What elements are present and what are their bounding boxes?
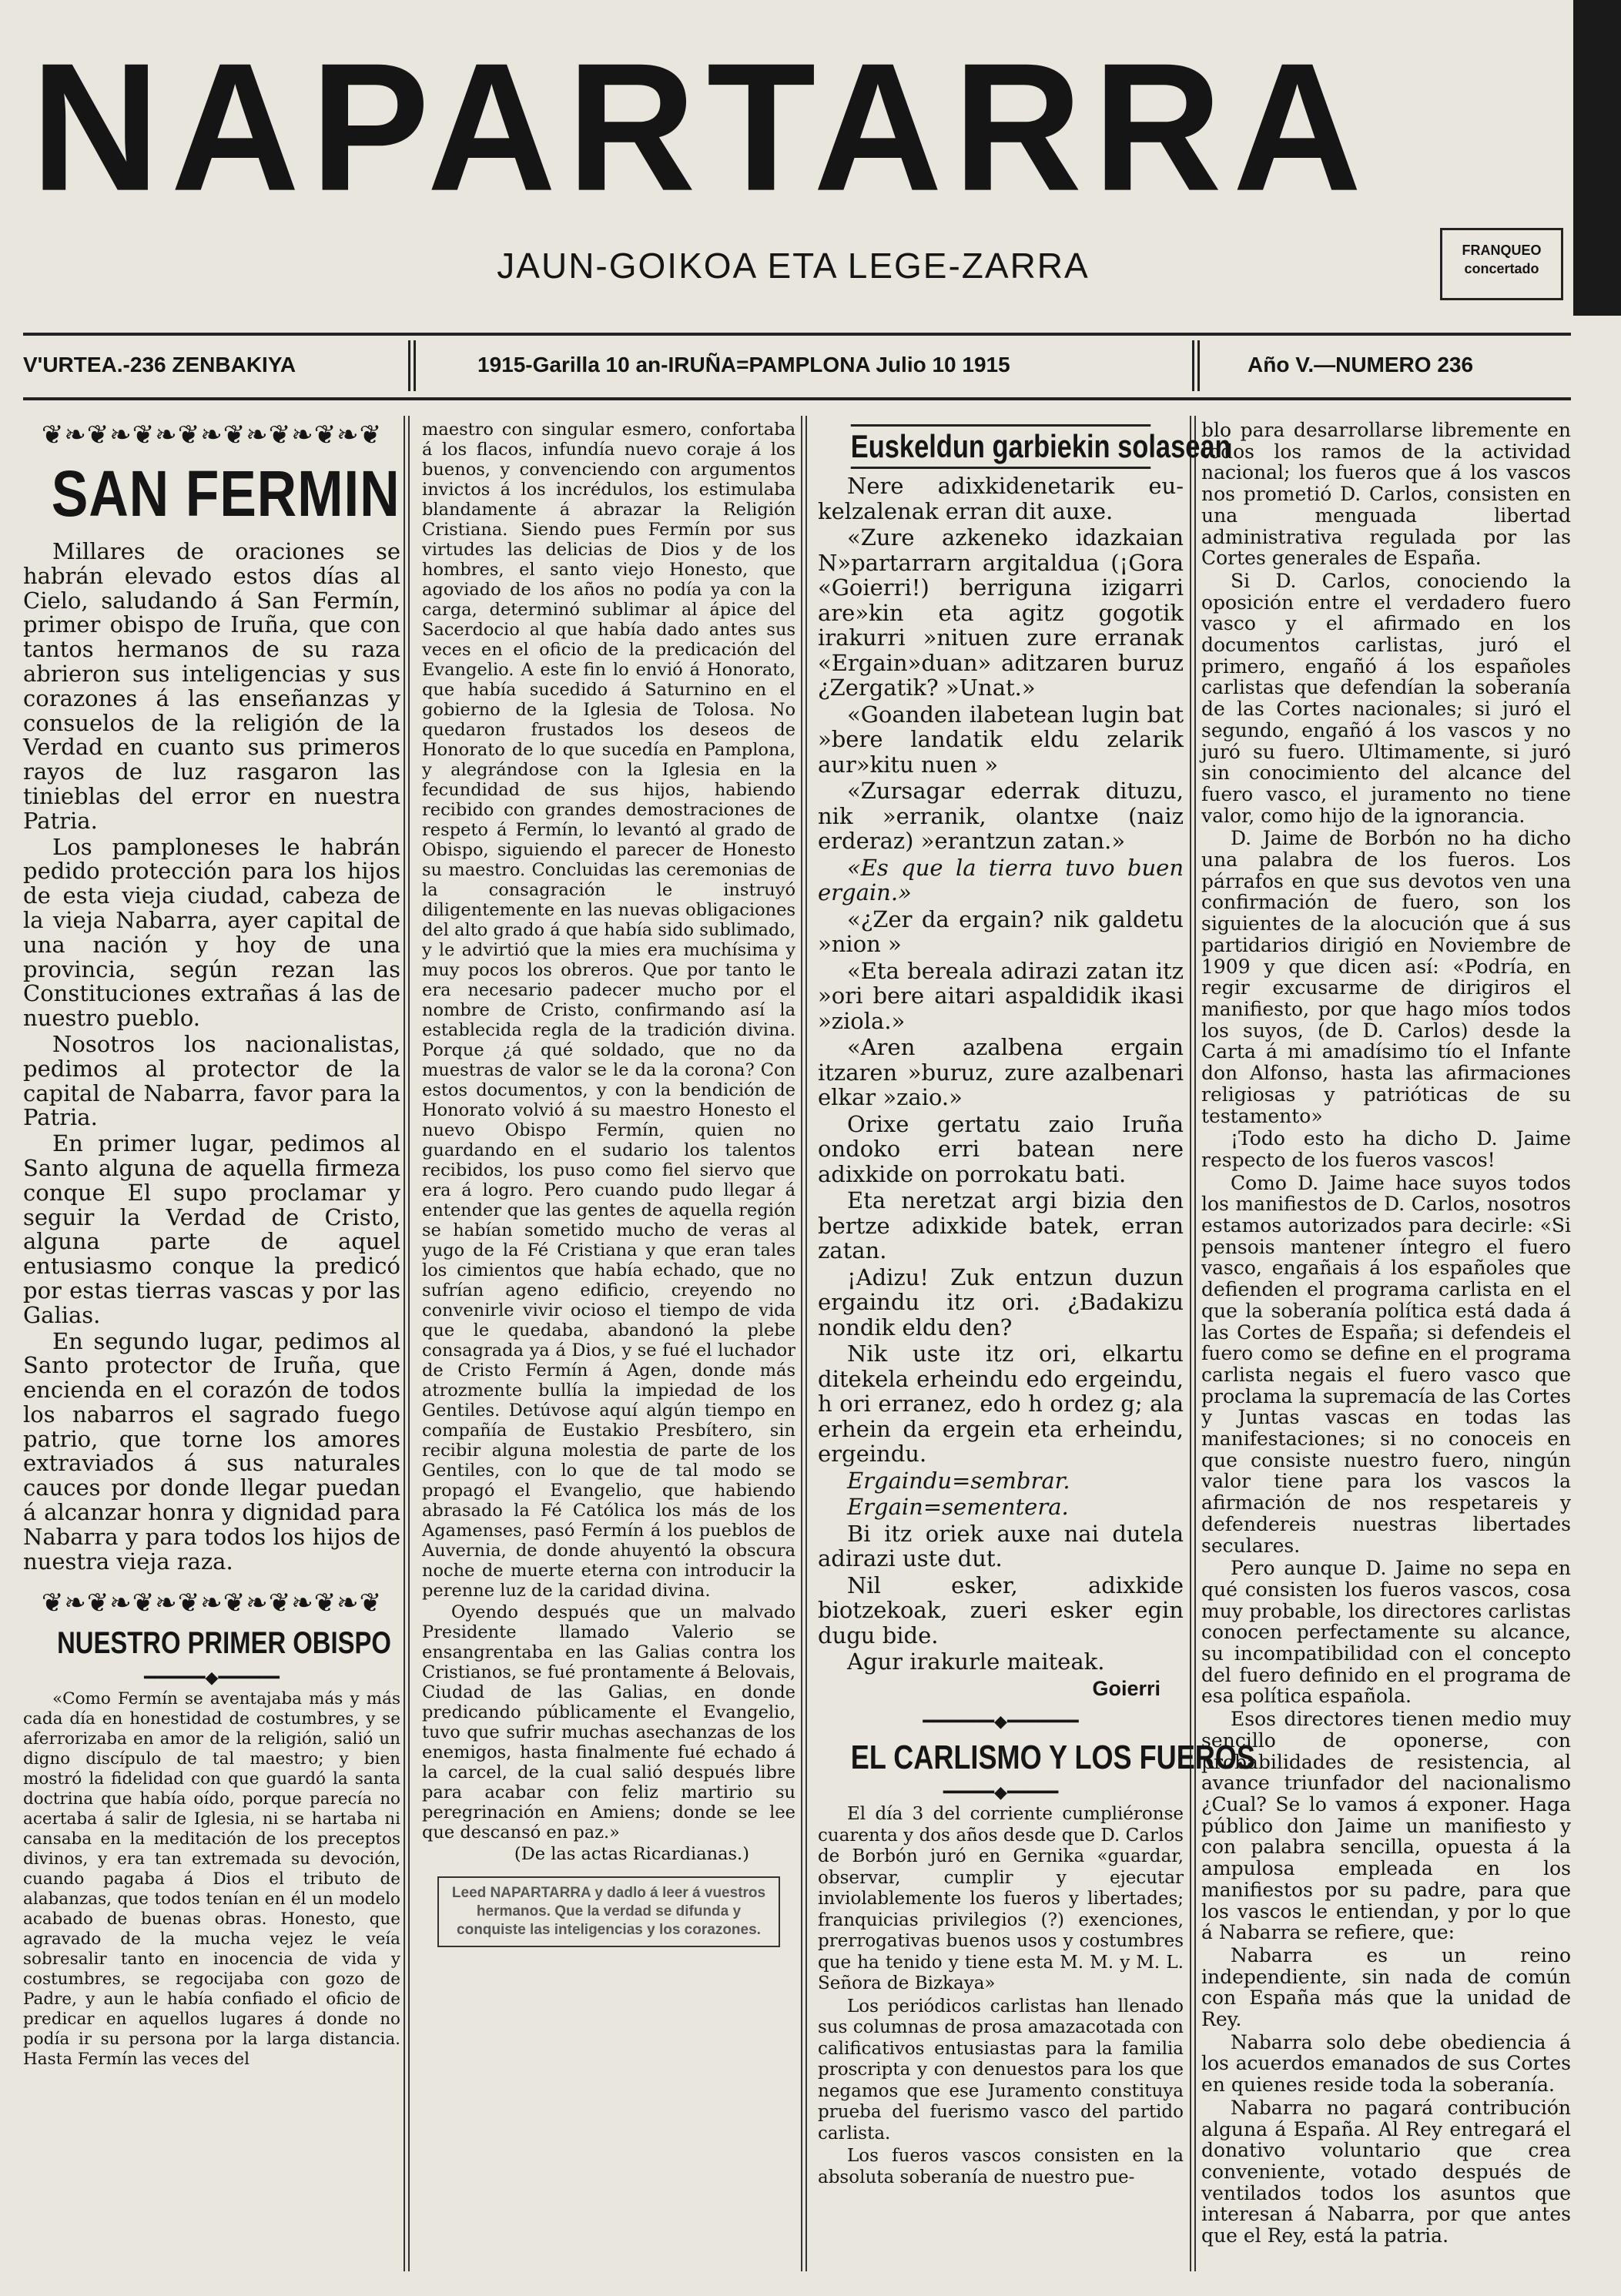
article-paragraph: Si D. Carlos, conociendo la oposición entre el verdadero fuero vasco y el afirmado en los documentos carlistas, juró el primero, engañó á los españoles carlistas que defendían la soberanía de las Cortes nacionales; si juró el segundo, engañó á los vascos y no juró su fuero. Ultimamente, si juró sin conocimiento del alcance del fuero vasco, el juramento no tiene valor, como hijo de la ignorancia. bbox=[1201, 569, 1571, 827]
masthead-title: NAPARTARRA bbox=[31, 25, 1373, 229]
article-paragraph: Los fueros vascos consisten en la absoluta soberanía de nuestro pue- bbox=[818, 2146, 1184, 2187]
article-paragraph: En segundo lugar, pedimos al Santo protector de Iruña, que encienda en el corazón de todos los nabarros el sagrado fuego patrio, que torne los amores extraviados á sus naturales cauces por donde llegar puedan á alcanzar honra y dignidad para Nabarra y para todos los hijos de nuestra vieja raza. bbox=[23, 1327, 400, 1575]
column-1 bbox=[23, 420, 400, 2268]
franqueo-line2: concertado bbox=[1464, 261, 1539, 276]
article-title-primer-obispo: NUESTRO PRIMER OBISPO bbox=[57, 1626, 391, 1661]
column-rule bbox=[801, 416, 807, 2271]
article-paragraph: D. Jaime de Borbón no ha dicho una palabra de los fueros. Los párrafos en que sus devotos ven una confirmación de fuero, son los siguientes de la alocución que á sus partidarios dirigió en Noviembre de 1909 y que dicen así: «Podría, en regir excusarme de dirigiros el manifiesto, por que hago míos todos los suyos, (de D. Carlos) desde la Carta á mi amadísimo tío el Infante don Alfonso, hasta las afirmaciones religiosas y patrióticas de su testamento» bbox=[1201, 827, 1571, 1127]
article-paragraph: Ergain=sementera. bbox=[847, 1494, 1069, 1520]
issue-date-place: 1915-Garilla 10 an-IRUÑA=PAMPLONA Julio 10 1915 bbox=[477, 353, 1010, 377]
short-rule: ━━━━━━━◆━━━━━━━ bbox=[923, 1712, 1079, 1732]
article-paragraph: Bi itz oriek auxe nai dutela adirazi uste dut. bbox=[818, 1520, 1184, 1571]
column-4 bbox=[1201, 420, 1571, 2268]
article-paragraph: Los pamploneses le habrán pedido protección para los hijos de esta vieja ciudad, cabeza de la vieja Nabarra, ayer capital de una nación y hoy de una provincia, según rezan las Constituciones extrañas á las de nuestro pueblo. bbox=[23, 833, 400, 1032]
masthead bbox=[31, 15, 1563, 229]
article-paragraph: Eta neretzat argi bizia den bertze adixkide batek, erran zatan. bbox=[818, 1187, 1184, 1263]
article-citation: (De las actas Ricardianas.) bbox=[514, 1844, 749, 1864]
issue-info-bar bbox=[23, 333, 1571, 400]
article-paragraph: En primer lugar, pedimos al Santo alguna de aquella firmeza conque El supo proclamar y seguir la Verdad de Cristo, alguna parte de aquel entusiasmo conque la predicó por estas tierras vascas y por las Galias. bbox=[23, 1130, 400, 1328]
article-paragraph: Orixe gertatu zaio Iruña ondoko erri batean nere adixkide on porrokatu bati. bbox=[818, 1110, 1184, 1187]
article-paragraph: «Zure azkeneko idazkaian N»partarrarn argitaldua (¡Gora «Goierri!) berriguna izigarri are»kin eta agitz gogotik irakurri »nituen zure erranak «Ergain»duan» aditzaren buruz ¿Zergatik? »Unat.» bbox=[818, 524, 1184, 701]
article-paragraph: Oyendo después que un malvado Presidente llamado Valerio se ensangrentaba en las Galias contra los Cristianos, se fué prontamente á Belovais, Ciudad de las Galias, en donde predicando públicamente el Evangelio, tuvo que sufrir muchas asechanzas de los enemigos, hasta finalmente fué echado á la carcel, de la cual salió después libre para acabar con feliz martirio su peregrinación en Amiens; donde se lee que descansó en paz.» bbox=[422, 1602, 795, 1842]
article-paragraph: «Es que la tierra tuvo buen ergain.» bbox=[818, 854, 1184, 905]
article-paragraph: Ergaindu=sembrar. bbox=[847, 1467, 1070, 1494]
article-paragraph: Nabarra no pagará contribución alguna á España. Al Rey entregará el donativo voluntario que crea conveniente, votado después de ventilados todos los asuntos que interesan á Nabarra, por que antes que el Rey, está la patria. bbox=[1201, 2096, 1571, 2247]
article-title-euskeldun: Euskeldun garbiekin solasean bbox=[851, 424, 1151, 469]
short-rule: ━━━━━◆━━━━━ bbox=[943, 1783, 1059, 1802]
article-signature: Goierri bbox=[1092, 1676, 1160, 1700]
article-paragraph: «Aren azalbena ergain itzaren »buruz, zure azalbenari elkar »zaio.» bbox=[818, 1034, 1184, 1110]
ornament-divider: ❦❧❦❧❦❧❦❧❦❧❦❧❦❧❦ bbox=[41, 420, 383, 450]
article-paragraph: ¡Adizu! Zuk entzun duzun ergaindu itz ori. ¿Badakizu nondik eldu den? bbox=[818, 1263, 1184, 1340]
article-title-carlismo: EL CARLISMO Y LOS FUEROS bbox=[850, 1739, 1255, 1776]
article-paragraph: Los periódicos carlistas han llenado sus columnas de prosa amazacotada con calificativos entusiastas para la familia proscripta y con denuestos para los que negamos que ese Juramento constituya prueba del fuerismo vasco del partido carlista. bbox=[818, 1996, 1184, 2144]
column-rule bbox=[1190, 416, 1196, 2271]
article-paragraph: maestro con singular esmero, confortaba á los flacos, infundía nuevo coraje á los buenos, y convenciendo con argumentos invictos á los incrédulos, los estimulaba blandamente á abrazar la Religión Cristiana. Siendo pues Fermín por sus virtudes las delicias de Dios y de los hombres, el santo viejo Honesto, que agoviado de los años no podía ya con la carga, determinó sublimar al ápice del Sacerdocio al que había dado antes sus veces en el oficio de la predicación del Evangelio. A este fin lo envió á Honorato, que había sucedido á Saturnino en el gobierno de la Iglesia de Tolosa. No quedaron frustados los deseos de Honorato de lo que sucedía en Pamplona, y alegrándose con la Iglesia en la fecundidad de sus hijos, habiendo recibido con grandes demostraciones de respeto á Fermín, lo levantó al grado de Obispo, siguiendo el parecer de Honesto su maestro. Concluidas las ceremonias de la consagración le instruyó diligentemente en las nuevas obligaciones del alto grado á que había sido sublimado, y le advirtió que la mies era muchísima y muy pocos los obreros. Que por tanto le era necesario padecer mucho por el nombre de Cristo, confirmando así la establecida regla de la tradición divina. Porque ¿á qué soldado, que no da muestras de valor se le da la corona? Con estos documentos, y con la bendición de Honorato volvió á su maestro Honesto el nuevo Obispo Fermín, quien no guardando en el sudario los talentos recibidos, los puso como fiel siervo que era á logro. Pero cuando pudo llegar á entender que las gentes de aquella región se habían sometido mucho de veras al yugo de la Fé Cristiana y que eran tales los cimientos que había echado, que no sufrían ageno edificio, creyendo no convenirle vivir ocioso el tiempo de vida que le quedaba, abandonó la plebe consagrada ya á Dios, y se fué el luchador de Cristo Fermín á Agen, donde más atrozmente bullía la impiedad de los Gentiles. Detúvose aquí algún tiempo en compañía de Eustakio Presbítero, sin recibir alguna molestia de parte de los Gentiles, con lo que de tal modo se propagó el Evangelio, que habiendo abrasado la Fé Católica los más de los Agamenses, pasó Fermín á los pueblos de Auvernia, de donde ahuyentó la obscura noche de muerte eterna con introducir la perenne luz de la caridad divina. bbox=[422, 420, 795, 1601]
article-paragraph: ¡Todo esto ha dicho D. Jaime respecto de los fueros vascos! bbox=[1201, 1127, 1571, 1171]
article-paragraph: «¿Zer da ergain? nik galdetu »nion » bbox=[818, 905, 1184, 957]
article-paragraph: Nosotros los nacionalistas, pedimos al protector de la capital de Nabarra, favor para la Patria. bbox=[23, 1030, 400, 1131]
article-title-san-fermin: SAN FERMIN bbox=[51, 457, 400, 530]
infobar-separator bbox=[1192, 340, 1200, 391]
promo-box: Leed NAPARTARRA y dadlo á leer á vuestros hermanos. Que la verdad se difunda y conquiste las inteligencias y los corazones. bbox=[437, 1876, 780, 1947]
article-paragraph: Pero aunque D. Jaime no sepa en qué consisten los fueros vascos, cosa muy probable, los directores carlistas conocen perfectamente su alcance, su incompatibilidad con el concepto del fuero definido en el programa de esa política española. bbox=[1201, 1557, 1571, 1708]
ornament-divider: ❦❧❦❧❦❧❦❧❦❧❦❧❦❧❦ bbox=[41, 1588, 383, 1619]
article-paragraph: Agur irakurle maiteak. bbox=[847, 1648, 1105, 1675]
franqueo-line1: FRANQUEO bbox=[1462, 243, 1542, 258]
column-3 bbox=[818, 420, 1255, 2268]
article-paragraph: Nabarra es un reino independiente, sin nada de común con España más que la unidad de Rey. bbox=[1201, 1943, 1571, 2031]
column-rule bbox=[404, 416, 410, 2271]
short-rule: ━━━━━━◆━━━━━━ bbox=[144, 1668, 280, 1689]
infobar-separator bbox=[408, 340, 416, 391]
article-paragraph: Nere adixkidenetarik eu-kelzalenak erran dit auxe. bbox=[818, 473, 1184, 524]
masthead-subtitle: JAUN-GOIKOA ETA LEGE-ZARRA bbox=[497, 246, 1090, 286]
article-paragraph: blo para desarrollarse libremente en todos los ramos de la actividad nacional; los fueros que á los vascos nos prometió D. Carlos, consisten en una menguada libertad administrativa regulada por las Cortes generales de España. bbox=[1201, 419, 1571, 570]
article-paragraph: «Eta bereala adirazi zatan itz »ori bere aitari aspaldidik ikasi »ziola.» bbox=[818, 957, 1184, 1034]
article-paragraph: Nabarra solo debe obediencia á los acuerdos emanados de sus Cortes en quienes reside toda la soberanía. bbox=[1201, 2030, 1571, 2097]
issue-number-basque: V'URTEA.-236 ZENBAKIYA bbox=[23, 353, 296, 377]
column-2 bbox=[422, 420, 795, 2268]
article-paragraph: El día 3 del corriente cumpliéronse cuarenta y dos años desde que D. Carlos de Borbón juró en Gernika «guardar, observar, cumplir y ejecutar inviolablemente los fueros y libertades; franquicias privilegios (?) exenciones, prerrogativas buenos usos y costumbres que ha tenido y tiene esta M. M. y M. L. Señora de Bizkaya» bbox=[818, 1804, 1184, 1993]
article-paragraph: Nil esker, adixkide biotzekoak, zueri esker egin dugu bide. bbox=[818, 1571, 1184, 1648]
article-paragraph: «Como Fermín se aventajaba más y más cada día en honestidad de costumbres, y se aferrorizaba en amor de la religión, salió un digno discípulo de tal maestro; y bien mostró la fidelidad con que guardó la santa doctrina que había oído, porque parecía no acertaba á salir de Iglesia, ni se hartaba ni cansaba en la meditación de los preceptos divinos, y era tan extremada su devoción, cuando pagaba á Dios el tributo de alabanzas, que todos tenían en él un modelo acabado de buenas obras. Honesto, que agravado de la mucha vejez le veía sobresalir tanto en inocencia de vida y costumbres, se regocijaba con gozo de Padre, y aun le había confiado el oficio de predicar en aquellos lugares á donde no podía ir su persona por la larga distancia. Hasta Fermín las veces del bbox=[23, 1689, 400, 2070]
franqueo-stamp bbox=[1440, 228, 1563, 300]
article-paragraph: Como D. Jaime hace suyos todos los manifiestos de D. Carlos, nosotros estamos autorizados para decirle: «Si pensois mantener íntegro el fuero vasco, engañais á los españoles que defienden el programa carlista en el que la soberanía política está dada á las Cortes de España; si defendeis el fuero como se define en el programa carlista negais el fuero vasco que proclama la supremacía de las Cortes y Juntas vascas en todas las manifestaciones; si no conoceis en que consiste nuestro fuero, ningún valor tiene para los vascos la afirmación de nos respetareis y defendereis nuestras libertades seculares. bbox=[1201, 1171, 1571, 1557]
article-paragraph: Esos directores tienen medio muy sencillo de oponerse, con probabilidades de resistencia, al avance triunfador del nacionalismo ¿Cual? Se lo vamos á exponer. Haga público don Jaime un manifiesto y con palabra sencilla, opuesta á la ampulosa empleada en los manifiestos por su padre, para que los vascos le entiendan, y por lo que á Nabarra se refiere, que: bbox=[1201, 1708, 1571, 1944]
article-paragraph: «Goanden ilabetean lugin bat »bere landatik eldu zelarik aur»kitu nuen » bbox=[818, 701, 1184, 778]
issue-number-spanish: Año V.—NUMERO 236 bbox=[1248, 353, 1474, 377]
article-paragraph: «Zursagar ederrak dituzu, nik »erranik, olantxe (naiz erderaz) »erantzun zatan.» bbox=[818, 778, 1184, 854]
article-paragraph: Nik uste itz ori, elkartu ditekela erheindu edo ergeindu, h ori erranez, edo h ordez g; ala erhein da ergein eta erheindu, ergeindu. bbox=[818, 1340, 1184, 1467]
article-paragraph: Millares de oraciones se habrán elevado estos días al Cielo, saludando á San Fermín, primer obispo de Iruña, que con tantos hermanos de su raza abrieron sus inteligencias y sus corazones á las enseñanzas y consuelos de la religión de la Verdad en cuanto sus primeros rayos de luz rasgaron las tinieblas del error en nuestra Patria. bbox=[23, 538, 400, 834]
